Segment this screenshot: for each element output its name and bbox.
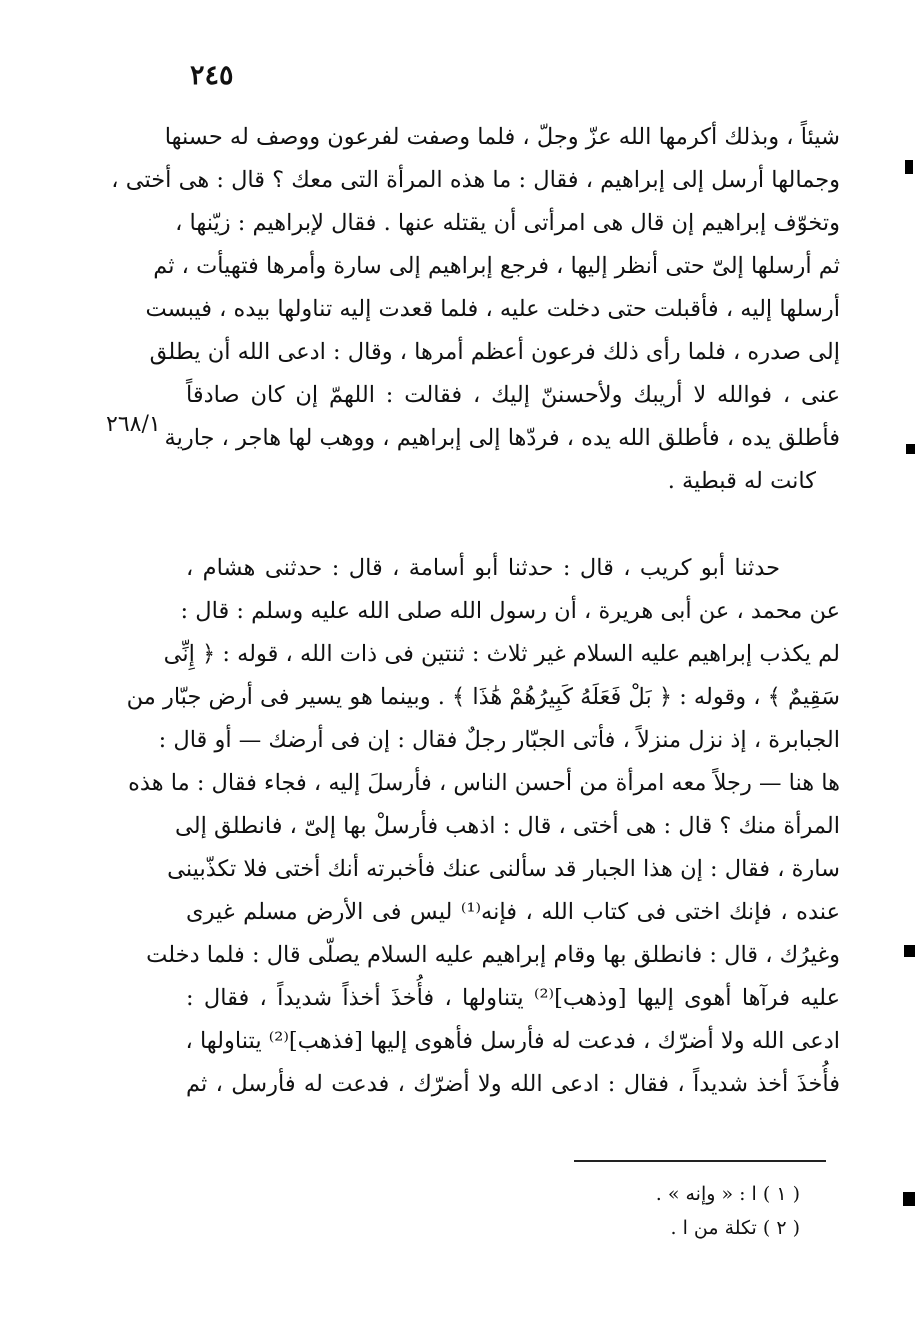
page-number: ٢٤٥ xyxy=(190,60,234,91)
text-line: أرسلها إليه ، فأقبلت حتى دخلت عليه ، فلما قعدت إليه تناولها بيده ، فيبست xyxy=(145,296,840,322)
text-line: عنده ، فإنك اختى فى كتاب الله ، فإنه⁽¹⁾ ليس فى الأرض مسلم غيرى xyxy=(186,899,841,925)
paragraph-2 xyxy=(126,547,841,1106)
scan-edge-mark xyxy=(906,444,915,454)
text-line: شيئاً ، وبذلك أكرمها الله عزّ وجلّ ، فلما وصفت لفرعون ووصف له حسنها xyxy=(164,124,840,150)
text-line: فأُخذَ أخذ شديداً ، فقال : ادعى الله ولا أضرّك ، فدعت له فأرسل ، ثم xyxy=(186,1071,840,1097)
text-line: سارة ، فقال : إن هذا الجبار قد سألنى عنك فأخبرته أنك أختى فلا تكذّبينى xyxy=(167,856,840,882)
text-line: وتخوّف إبراهيم إن قال هى امرأتى أن يقتله عنها . فقال لإبراهيم : زيّنها ، xyxy=(175,210,840,236)
text-line: كانت له قبطية . xyxy=(667,468,816,494)
text-line: وغيرُك ، قال : فانطلق بها وقام إبراهيم عليه السلام يصلّى قال : فلما دخلت xyxy=(146,942,840,968)
text-line: الجبابرة ، إذ نزل منزلاً ، فأتى الجبّار رجلٌ فقال : إن فى أرضك — أو قال : xyxy=(158,727,840,753)
footnote-rule xyxy=(574,1160,826,1162)
text-line: حدثنا أبو كريب ، قال : حدثنا أبو أسامة ، قال : حدثنى هشام ، xyxy=(186,555,780,581)
text-line: لم يكذب إبراهيم عليه السلام غير ثلاث : ثنتين فى ذات الله ، قوله : ﴿ إِنِّى xyxy=(163,641,840,667)
text-line: ادعى الله ولا أضرّك ، فدعت له فأرسل فأهوى إليها [فذهب]⁽²⁾ يتناولها ، xyxy=(185,1028,840,1054)
text-line: وجمالها أرسل إلى إبراهيم ، فقال : ما هذه المرأة التى معك ؟ قال : هى أختى ، xyxy=(111,167,840,193)
text-line: عنى ، فوالله لا أريبك ولأحسننّ إليك ، فقالت : اللهمّ إن كان صادقاً xyxy=(186,382,840,408)
footnote-1: ( ١ ) ا : « وإنه » . xyxy=(655,1183,800,1205)
scan-edge-mark xyxy=(903,1192,915,1206)
text-line: عليه فرآها أهوى إليها [وذهب]⁽²⁾ يتناولها ، فأُخذَ أخذاً شديداً ، فقال : xyxy=(186,985,840,1011)
scan-edge-mark xyxy=(905,160,913,174)
text-line: عن محمد ، عن أبى هريرة ، أن رسول الله صلى الله عليه وسلم : قال : xyxy=(180,598,840,624)
text-line: ثم أرسلها إلىّ حتى أنظر إليها ، فرجع إبراهيم إلى سارة وأمرها فتهيأت ، ثم xyxy=(153,253,840,279)
text-line: فأطلق يده ، فأطلق الله يده ، فردّها إلى إبراهيم ، ووهب لها هاجر ، جارية xyxy=(164,425,840,451)
footnotes xyxy=(560,1177,800,1245)
text-line: ها هنا — رجلاً معه امرأة من أحسن الناس ، فأرسلَ إليه ، فجاء فقال : ما هذه xyxy=(128,770,840,796)
text-line: إلى صدره ، فلما رأى ذلك فرعون أعظم أمرها ، وقال : ادعى الله أن يطلق xyxy=(149,339,840,365)
footnote-2: ( ٢ ) تكلة من ا . xyxy=(670,1217,800,1239)
text-line: المرأة منك ؟ قال : هى أختى ، قال : اذهب فأرسلْ بها إلىّ ، فانطلق إلى xyxy=(174,813,840,839)
margin-reference: ٢٦٨/١ xyxy=(106,412,161,437)
text-line: سَقِيمٌ ﴾ ، وقوله : ﴿ بَلْ فَعَلَهُ كَبِيرُهُمْ هَٰذَا ﴾ . وبينما هو يسير فى أرض جبّار من xyxy=(126,684,840,710)
scan-edge-mark xyxy=(904,945,915,957)
